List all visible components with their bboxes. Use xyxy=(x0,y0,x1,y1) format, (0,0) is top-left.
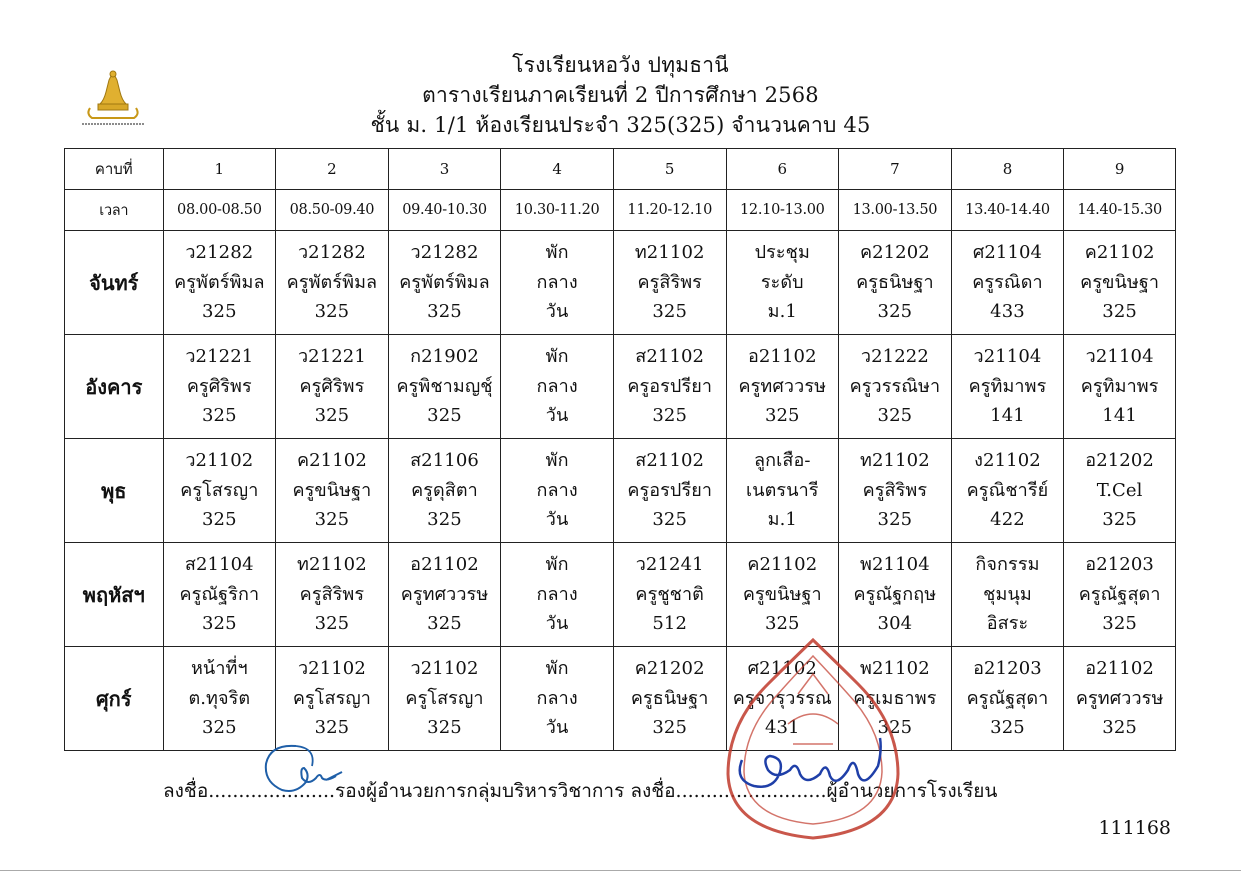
schedule-cell xyxy=(501,439,614,543)
room-number: วัน xyxy=(545,405,569,427)
schedule-cell xyxy=(388,543,501,647)
teacher-name: ครูโสรญา xyxy=(292,687,372,709)
schedule-cell xyxy=(726,335,839,439)
subject-code: ส21102 xyxy=(635,346,705,368)
schedule-cell xyxy=(1064,439,1176,543)
schedule-cell xyxy=(388,439,501,543)
period-number: 6 xyxy=(726,149,839,190)
schedule-cell xyxy=(726,439,839,543)
subject-code: ส21106 xyxy=(410,450,479,472)
day-name: ศุกร์ xyxy=(65,647,164,751)
period-number: 7 xyxy=(839,149,952,190)
schedule-cell xyxy=(839,543,952,647)
schedule-cell xyxy=(951,231,1064,335)
subject-code: กิจกรรม xyxy=(975,554,1040,576)
timetable xyxy=(64,148,1176,751)
room-number: 325 xyxy=(314,717,350,739)
room-number: 325 xyxy=(201,405,237,427)
subject-code: ประชุม xyxy=(754,242,810,264)
teacher-name: ครูทิมาพร xyxy=(1080,375,1159,397)
time-label: เวลา xyxy=(65,190,164,231)
schedule-cell xyxy=(951,335,1064,439)
schedule-cell xyxy=(276,335,389,439)
room-number: 325 xyxy=(201,509,237,531)
schedule-cell xyxy=(613,439,726,543)
teacher-name: ครูอรปรียา xyxy=(627,375,713,397)
period-time: 10.30-11.20 xyxy=(501,190,614,231)
subject-code: ว21282 xyxy=(297,242,366,264)
period-header-row xyxy=(65,149,1176,190)
subject-code: ค21202 xyxy=(859,242,930,264)
room-number: อิสระ xyxy=(986,613,1029,635)
period-number: 1 xyxy=(163,149,276,190)
teacher-name: ต.ทุจริต xyxy=(188,687,251,709)
teacher-name: ครูทศววรษ xyxy=(738,375,827,397)
schedule-cell xyxy=(276,231,389,335)
room-number: 325 xyxy=(1102,613,1137,635)
school-name: โรงเรียนหอวัง ปทุมธานี xyxy=(512,53,729,77)
subject-code: ว21104 xyxy=(1085,346,1154,368)
teacher-name: ระดับ xyxy=(760,271,804,293)
subject-code: อ21202 xyxy=(1085,450,1154,472)
period-time: 09.40-10.30 xyxy=(388,190,501,231)
teacher-name: ครูณัฐริกา xyxy=(179,583,260,605)
schedule-cell xyxy=(163,543,276,647)
period-number: 9 xyxy=(1064,149,1176,190)
room-number: 325 xyxy=(764,613,800,635)
period-number: 8 xyxy=(951,149,1064,190)
teacher-name: กลาง xyxy=(536,687,578,709)
day-name: พุธ xyxy=(65,439,164,543)
document-header xyxy=(0,50,1241,140)
room-number: 325 xyxy=(1102,509,1137,531)
schedule-cell xyxy=(501,335,614,439)
teacher-name: ครูดุสิตา xyxy=(411,479,478,501)
subject-code: ว21102 xyxy=(297,658,366,680)
room-number: วัน xyxy=(545,613,569,635)
subject-code: ค21102 xyxy=(296,450,367,472)
subject-code: ค21102 xyxy=(747,554,818,576)
period-time: 08.50-09.40 xyxy=(276,190,389,231)
day-name: จันทร์ xyxy=(65,231,164,335)
room-number: 325 xyxy=(877,405,913,427)
teacher-name: กลาง xyxy=(536,583,578,605)
table-row xyxy=(65,335,1176,439)
room-number: 325 xyxy=(764,405,800,427)
teacher-name: ครูโสรญา xyxy=(405,687,484,709)
schedule-cell xyxy=(163,439,276,543)
teacher-name: ครูอรปรียา xyxy=(627,479,713,501)
schedule-cell xyxy=(1064,543,1176,647)
subject-code: หน้าที่ฯ xyxy=(190,658,248,680)
subject-code: ค21102 xyxy=(1084,242,1155,264)
table-row xyxy=(65,647,1176,751)
room-number: 325 xyxy=(652,405,688,427)
subject-code: ศ21104 xyxy=(972,242,1043,264)
teacher-name: ครูณัฐสุดา xyxy=(1078,583,1161,605)
teacher-name: ครูพิชามญชุ์ xyxy=(396,375,493,397)
schedule-cell xyxy=(501,543,614,647)
table-row xyxy=(65,439,1176,543)
schedule-cell xyxy=(276,439,389,543)
subject-code: ท21102 xyxy=(297,554,367,576)
schedule-cell xyxy=(726,231,839,335)
schedule-cell xyxy=(163,231,276,335)
period-number: 2 xyxy=(276,149,389,190)
subject-code: พัก xyxy=(545,242,569,264)
subject-code: ท21102 xyxy=(634,242,705,264)
room-number: วัน xyxy=(545,717,569,739)
room-number: 325 xyxy=(201,717,237,739)
schedule-cell xyxy=(1064,647,1176,751)
period-label: คาบที่ xyxy=(65,149,164,190)
period-number: 3 xyxy=(388,149,501,190)
schedule-cell xyxy=(951,439,1064,543)
teacher-name: ครูขนิษฐา xyxy=(742,583,822,605)
subject-code: พัก xyxy=(545,658,569,680)
room-number: 325 xyxy=(201,301,237,323)
schedule-cell xyxy=(613,647,726,751)
subject-code: ว21102 xyxy=(185,450,254,472)
room-number: 433 xyxy=(990,301,1025,323)
subject-code: ส21102 xyxy=(635,450,705,472)
subject-code: อ21203 xyxy=(1085,554,1154,576)
subject-code: ว21102 xyxy=(410,658,479,680)
room-number: 325 xyxy=(652,509,688,531)
teacher-name: เนตรนารี xyxy=(745,479,819,501)
schedule-cell xyxy=(1064,335,1176,439)
teacher-name: ครูทศววรษ xyxy=(1075,687,1164,709)
schedule-cell xyxy=(951,647,1064,751)
class-info: ชั้น ม. 1/1 ห้องเรียนประจำ 325(325) จำนวนคาบ 45 xyxy=(370,113,871,137)
subject-code: ศ21102 xyxy=(747,658,817,680)
teacher-name: ครูโสรญา xyxy=(180,479,259,501)
room-number: 141 xyxy=(990,405,1025,427)
teacher-name: ครูวรรณิษา xyxy=(849,375,941,397)
teacher-name: ครูรณิดา xyxy=(972,271,1043,293)
bottom-rule xyxy=(0,870,1241,871)
period-time: 12.10-13.00 xyxy=(726,190,839,231)
teacher-name: ครูธนิษฐา xyxy=(856,271,934,293)
subject-code: ว21241 xyxy=(635,554,704,576)
teacher-name: ครูธนิษฐา xyxy=(630,687,709,709)
schedule-cell xyxy=(839,439,952,543)
schedule-cell xyxy=(839,335,952,439)
period-time: 11.20-12.10 xyxy=(613,190,726,231)
schedule-cell xyxy=(613,335,726,439)
subject-code: พ21102 xyxy=(860,658,930,680)
room-number: 325 xyxy=(1102,301,1137,323)
teacher-name: ครูสิริพร xyxy=(862,479,928,501)
subject-code: ว21221 xyxy=(297,346,366,368)
table-row xyxy=(65,231,1176,335)
teacher-name: ครูศิริพร xyxy=(299,375,365,397)
teacher-name: ครูขนิษฐา xyxy=(1080,271,1160,293)
teacher-name: ครูขนิษฐา xyxy=(292,479,372,501)
room-number: 325 xyxy=(427,301,462,323)
schedule-cell xyxy=(276,647,389,751)
teacher-name: ครูทิมาพร xyxy=(968,375,1047,397)
schedule-cell xyxy=(163,335,276,439)
subject-code: ว21221 xyxy=(185,346,254,368)
schedule-cell xyxy=(276,543,389,647)
teacher-name: ครูพัตร์พิมล xyxy=(174,271,265,293)
teacher-name: ครูทศววรษ xyxy=(400,583,489,605)
schedule-cell xyxy=(613,231,726,335)
teacher-name: ครูพัตร์พิมล xyxy=(286,271,378,293)
room-number: 325 xyxy=(314,613,350,635)
schedule-cell xyxy=(726,543,839,647)
signature-line: ลงชื่อ.....................รองผู้อำนวยการกลุ่มบริหารวิชาการ ลงชื่อ.........................ผู้อำนวยการโรงเรียน xyxy=(163,780,998,802)
teacher-name: ครูสิริพร xyxy=(299,583,365,605)
day-name: อังคาร xyxy=(65,335,164,439)
subject-code: ก21902 xyxy=(410,346,479,368)
subject-code: ท21102 xyxy=(860,450,930,472)
period-number: 5 xyxy=(613,149,726,190)
room-number: 304 xyxy=(877,613,913,635)
subject-code: ว21282 xyxy=(185,242,254,264)
teacher-name: ครูพัตร์พิมล xyxy=(399,271,490,293)
schedule-cell xyxy=(163,647,276,751)
schedule-cell xyxy=(501,231,614,335)
room-number: 325 xyxy=(201,613,237,635)
subject-code: ว21282 xyxy=(410,242,479,264)
schedule-cell xyxy=(388,231,501,335)
teacher-name: ครูจารุวรรณ xyxy=(732,687,832,709)
room-number: 325 xyxy=(427,613,462,635)
room-number: 512 xyxy=(652,613,688,635)
subject-code: ง21102 xyxy=(974,450,1041,472)
room-number: 141 xyxy=(1102,405,1137,427)
room-number: 325 xyxy=(427,717,462,739)
teacher-name: ครูณัฐสุดา xyxy=(966,687,1049,709)
room-number: ม.1 xyxy=(767,301,797,323)
teacher-name: กลาง xyxy=(536,271,578,293)
teacher-name: กลาง xyxy=(536,375,578,397)
room-number: 325 xyxy=(877,509,913,531)
room-number: 325 xyxy=(314,301,350,323)
document-code: 111168 xyxy=(1098,817,1171,839)
subject-code: พัก xyxy=(545,554,569,576)
room-number: 431 xyxy=(764,717,800,739)
day-name: พฤหัสฯ xyxy=(65,543,164,647)
room-number: 325 xyxy=(314,405,350,427)
subject-code: อ21102 xyxy=(410,554,479,576)
schedule-cell xyxy=(388,335,501,439)
subject-code: พ21104 xyxy=(860,554,930,576)
schedule-cell xyxy=(388,647,501,751)
schedule-cell xyxy=(839,231,952,335)
subject-code: ว21104 xyxy=(973,346,1042,368)
room-number: 325 xyxy=(990,717,1025,739)
subject-code: ค21202 xyxy=(634,658,705,680)
period-time: 13.00-13.50 xyxy=(839,190,952,231)
schedule-cell xyxy=(501,647,614,751)
subject-code: อ21102 xyxy=(1085,658,1154,680)
teacher-name: กลาง xyxy=(536,479,578,501)
teacher-name: ครูสิริพร xyxy=(637,271,702,293)
subject-code: พัก xyxy=(545,346,569,368)
subject-code: อ21102 xyxy=(747,346,817,368)
period-number: 4 xyxy=(501,149,614,190)
teacher-name: ครูณัฐกฤษ xyxy=(853,583,937,605)
period-time: 14.40-15.30 xyxy=(1064,190,1176,231)
room-number: 325 xyxy=(314,509,350,531)
room-number: 325 xyxy=(652,717,688,739)
teacher-name: ชุมนุม xyxy=(983,583,1032,605)
subject-code: ลูกเสือ- xyxy=(754,450,811,472)
subject-code: ส21104 xyxy=(184,554,254,576)
teacher-name: ครูเมธาพร xyxy=(853,687,937,709)
schedule-cell xyxy=(613,543,726,647)
director-signature xyxy=(730,730,900,800)
room-number: 325 xyxy=(427,509,462,531)
time-header-row xyxy=(65,190,1176,231)
room-number: ม.1 xyxy=(767,509,797,531)
teacher-name: ครูชูชาติ xyxy=(635,583,704,605)
period-time: 08.00-08.50 xyxy=(163,190,276,231)
room-number: 325 xyxy=(877,301,913,323)
subject-code: พัก xyxy=(545,450,569,472)
room-number: 325 xyxy=(1102,717,1137,739)
teacher-name: ครูณิชารีย์ xyxy=(966,479,1049,501)
room-number: 325 xyxy=(877,717,913,739)
period-time: 13.40-14.40 xyxy=(951,190,1064,231)
schedule-cell xyxy=(951,543,1064,647)
teacher-name: T.Cel xyxy=(1096,479,1143,501)
subject-code: ว21222 xyxy=(860,346,929,368)
table-row xyxy=(65,543,1176,647)
room-number: 325 xyxy=(652,301,688,323)
room-number: 422 xyxy=(990,509,1025,531)
subject-code: อ21203 xyxy=(973,658,1042,680)
schedule-title: ตารางเรียนภาคเรียนที่ 2 ปีการศึกษา 2568 xyxy=(422,83,819,107)
teacher-name: ครูศิริพร xyxy=(186,375,252,397)
room-number: วัน xyxy=(545,509,569,531)
room-number: วัน xyxy=(545,301,569,323)
schedule-cell xyxy=(1064,231,1176,335)
room-number: 325 xyxy=(427,405,462,427)
